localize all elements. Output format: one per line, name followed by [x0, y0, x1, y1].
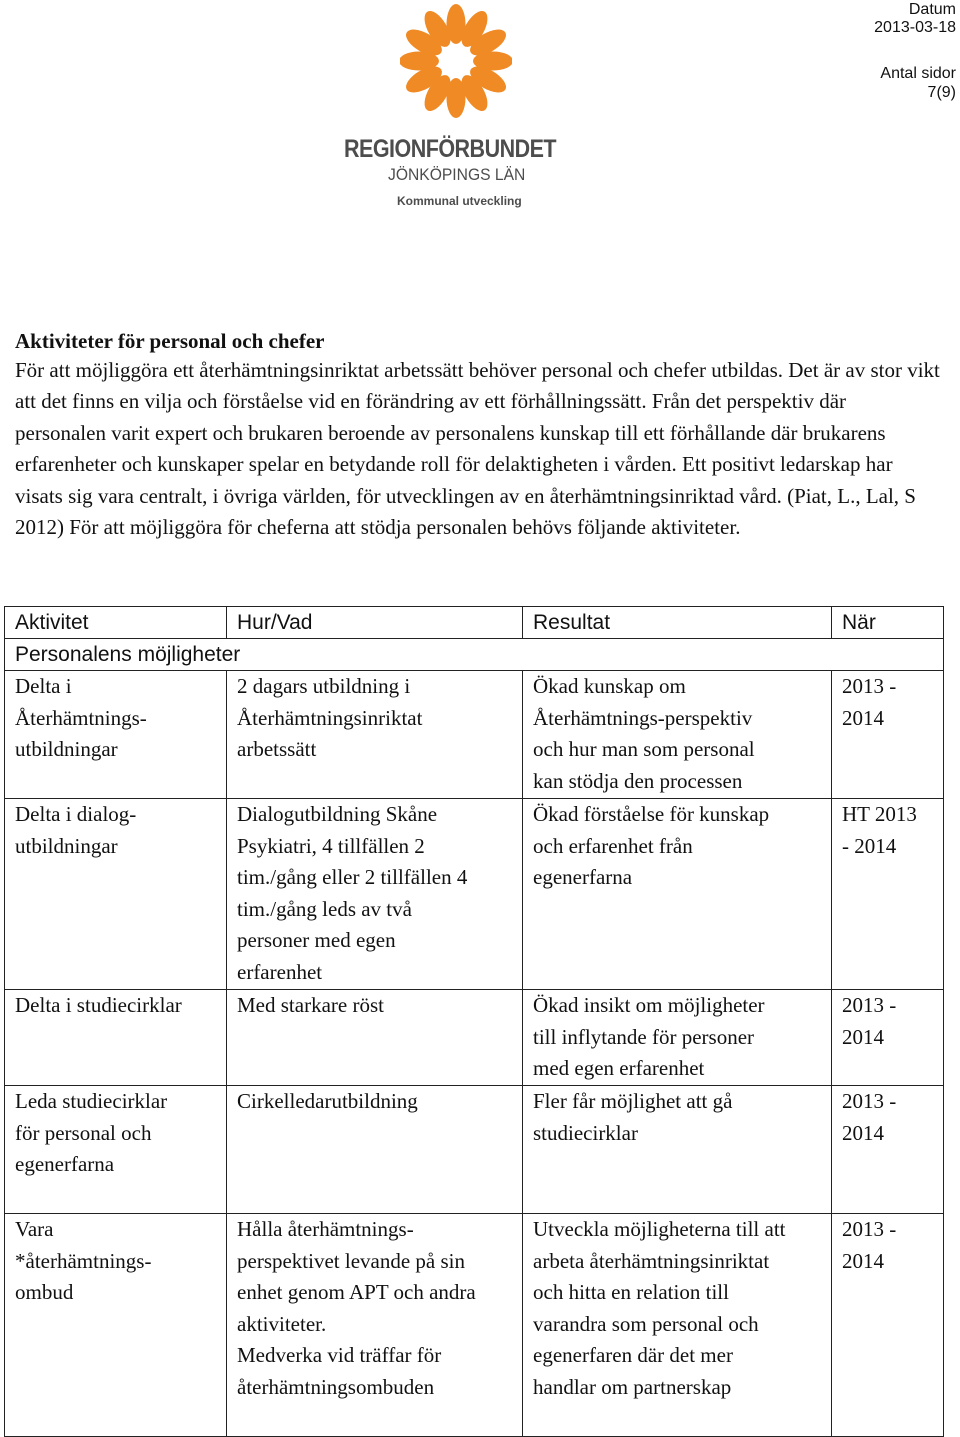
page-count-label: Antal sidor: [880, 65, 956, 82]
cell-resultat: Ökad kunskap om Återhämtnings-perspektiv och hur man som personal kan stödja den processen: [523, 671, 832, 799]
cell-aktivitet: Leda studiecirklar för personal och egenerfarna: [5, 1086, 227, 1214]
cell-nar: 2013 - 2014: [832, 990, 944, 1086]
table-row: [5, 990, 944, 1086]
cell-resultat: Ökad förståelse för kunskap och erfarenhet från egenerfarna: [523, 799, 832, 990]
logo-name: REGIONFÖRBUNDET: [344, 135, 557, 163]
cell-aktivitet: Delta i Återhämtnings- utbildningar: [5, 671, 227, 799]
table-header-row: [5, 607, 944, 639]
cell-aktivitet: Delta i studiecirklar: [5, 990, 227, 1086]
table-row: [5, 799, 944, 990]
section-body: För att möjliggöra ett återhämtningsinriktat arbetssätt behöver personal och chefer utbildas. Det är av stor vikt att det finns en vilja och förståelse vid en förändring av ett förhållningssätt. Från det perspektiv där personalen varit expert och brukaren beroende av personalens kunskap till ett förhållande där brukarens erfarenheter och kunskaper spelar en betydande roll för delaktigheten i vården. Ett positivt ledarskap har visats sig vara centralt, i övriga världen, för utvecklingen av en återhämtningsinriktad vård. (Piat, L., Lal, S 2012) För att möjliggöra för cheferna att stödja personalen behövs följande aktiviteter.: [15, 358, 940, 540]
logo-region: JÖNKÖPINGS LÄN: [388, 165, 526, 184]
table-group-row: [5, 639, 944, 671]
cell-aktivitet: Vara *återhämtnings- ombud: [5, 1214, 227, 1437]
column-header: När: [832, 607, 944, 639]
column-header: Resultat: [523, 607, 832, 639]
cell-hur-vad: Med starkare röst: [227, 990, 523, 1086]
cell-resultat: Ökad insikt om möjligheter till inflytande för personer med egen erfarenhet: [523, 990, 832, 1086]
section-heading: Aktiviteter för personal och chefer: [15, 329, 325, 353]
cell-nar: 2013 - 2014: [832, 1214, 944, 1437]
organization-logo: [344, 2, 572, 212]
date-value: 2013-03-18: [874, 19, 956, 36]
flower-logo-icon: [400, 2, 512, 120]
logo-unit: Kommunal utveckling: [397, 194, 522, 208]
table-row: [5, 1214, 944, 1437]
cell-hur-vad: 2 dagars utbildning i Återhämtningsinriktat arbetssätt: [227, 671, 523, 799]
cell-nar: HT 2013 - 2014: [832, 799, 944, 990]
table-row: [5, 671, 944, 799]
table-row: [5, 1086, 944, 1214]
cell-hur-vad: Dialogutbildning Skåne Psykiatri, 4 tillfällen 2 tim./gång eller 2 tillfällen 4 tim./gång leds av två personer med egen erfarenhet: [227, 799, 523, 990]
cell-hur-vad: Cirkelledarutbildning: [227, 1086, 523, 1214]
cell-nar: 2013 - 2014: [832, 1086, 944, 1214]
date-label: Datum: [908, 1, 956, 18]
cell-nar: 2013 - 2014: [832, 671, 944, 799]
activity-table: [4, 606, 944, 1437]
cell-aktivitet: Delta i dialog- utbildningar: [5, 799, 227, 990]
cell-resultat: Fler får möjlighet att gå studiecirklar: [523, 1086, 832, 1214]
group-label: Personalens möjligheter: [5, 639, 944, 671]
page-count-value: 7(9): [927, 84, 956, 101]
cell-resultat: Utveckla möjligheterna till att arbeta återhämtningsinriktat och hitta en relation till varandra som personal och egenerfaren där det mer handlar om partnerskap: [523, 1214, 832, 1437]
column-header: Aktivitet: [5, 607, 227, 639]
column-header: Hur/Vad: [227, 607, 523, 639]
cell-hur-vad: Hålla återhämtnings- perspektivet levande på sin enhet genom APT och andra aktiviteter. Medverka vid träffar för återhämtningsombuden: [227, 1214, 523, 1437]
intro-section: [15, 327, 940, 543]
